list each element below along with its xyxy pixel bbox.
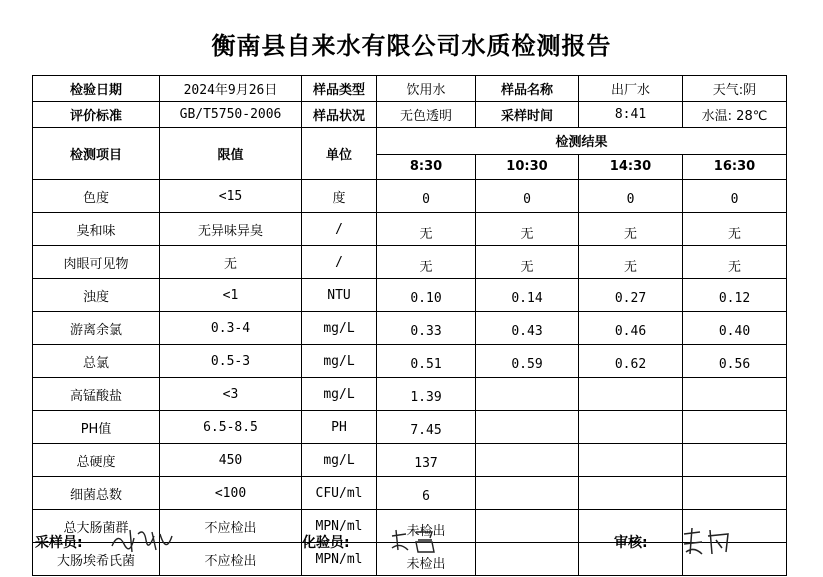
water-temp-value: 水温: 28℃	[683, 102, 787, 128]
limit-cell: <15	[160, 180, 302, 213]
unit-cell: PH	[302, 411, 377, 444]
sampler-signature	[108, 524, 178, 558]
result-cell: 0.62	[579, 345, 683, 378]
item-name-cell: 游离余氯	[33, 312, 160, 345]
item-name-cell: 大肠埃希氏菌	[33, 543, 160, 576]
result-cell	[683, 444, 787, 477]
limit-cell: 不应检出	[160, 543, 302, 576]
result-cell: 0.12	[683, 279, 787, 312]
item-name-cell: 总氯	[33, 345, 160, 378]
limit-cell: 0.5-3	[160, 345, 302, 378]
result-cell	[683, 411, 787, 444]
result-cell	[476, 444, 579, 477]
result-cell: 0	[579, 180, 683, 213]
item-header: 检测项目	[33, 128, 160, 180]
result-cell: 0.46	[579, 312, 683, 345]
sample-state-label: 样品状况	[302, 102, 377, 128]
item-name-cell: 高锰酸盐	[33, 378, 160, 411]
result-cell: 0.56	[683, 345, 787, 378]
limit-cell: <1	[160, 279, 302, 312]
item-name-cell: 臭和味	[33, 213, 160, 246]
sample-state-value: 无色透明	[377, 102, 476, 128]
sampling-time-value: 8:41	[579, 102, 683, 128]
result-cell: 7.45	[377, 411, 476, 444]
report-title: 衡南县自来水有限公司水质检测报告	[211, 32, 612, 60]
result-row	[33, 444, 787, 477]
result-cell: 0.33	[377, 312, 476, 345]
sample-type-label: 样品类型	[302, 76, 377, 102]
unit-cell: MPN/ml	[302, 543, 377, 576]
limit-cell: 450	[160, 444, 302, 477]
unit-cell: mg/L	[302, 312, 377, 345]
result-cell: 0	[377, 180, 476, 213]
result-row	[33, 180, 787, 213]
result-cell	[683, 477, 787, 510]
result-row	[33, 312, 787, 345]
tester-label: 化验员:	[302, 535, 350, 551]
result-row	[33, 213, 787, 246]
unit-cell: mg/L	[302, 444, 377, 477]
result-cell	[476, 411, 579, 444]
limit-cell: 0.3-4	[160, 312, 302, 345]
item-name-cell: 总硬度	[33, 444, 160, 477]
date-label: 检验日期	[33, 76, 160, 102]
result-cell	[476, 378, 579, 411]
results-body	[33, 180, 787, 576]
result-cell: 无	[579, 213, 683, 246]
unit-cell: /	[302, 246, 377, 279]
reviewer-signature	[680, 524, 740, 558]
standard-label: 评价标准	[33, 102, 160, 128]
sample-name-label: 样品名称	[476, 76, 579, 102]
result-cell: 0.51	[377, 345, 476, 378]
limit-cell: <3	[160, 378, 302, 411]
water-quality-table	[32, 75, 787, 576]
time-header: 8:30	[377, 154, 476, 180]
item-name-cell: 浊度	[33, 279, 160, 312]
result-cell: 无	[476, 246, 579, 279]
result-row	[33, 345, 787, 378]
limit-header: 限值	[160, 128, 302, 180]
time-header: 14:30	[579, 154, 683, 180]
result-row	[33, 246, 787, 279]
limit-cell: 无	[160, 246, 302, 279]
result-cell: 未检出	[377, 510, 476, 543]
info-row-2	[33, 102, 787, 128]
result-cell	[476, 510, 579, 543]
unit-cell: CFU/ml	[302, 477, 377, 510]
item-name-cell: 总大肠菌群	[33, 510, 160, 543]
date-value: 2024年9月26日	[160, 76, 302, 102]
result-cell: 0.40	[683, 312, 787, 345]
result-cell	[476, 543, 579, 576]
result-cell	[579, 444, 683, 477]
time-header: 10:30	[476, 154, 579, 180]
result-row	[33, 279, 787, 312]
result-cell: 无	[683, 213, 787, 246]
result-cell: 0.10	[377, 279, 476, 312]
result-cell: 137	[377, 444, 476, 477]
item-name-cell: 色度	[33, 180, 160, 213]
item-name-cell: 肉眼可见物	[33, 246, 160, 279]
result-cell: 无	[377, 213, 476, 246]
info-row-1	[33, 76, 787, 102]
result-cell: 6	[377, 477, 476, 510]
result-cell: 未检出	[377, 543, 476, 576]
results-header: 检测结果	[377, 128, 787, 155]
result-cell: 1.39	[377, 378, 476, 411]
unit-cell: mg/L	[302, 345, 377, 378]
result-cell	[476, 477, 579, 510]
unit-cell: NTU	[302, 279, 377, 312]
result-cell: 0.43	[476, 312, 579, 345]
result-cell: 无	[476, 213, 579, 246]
standard-value: GB/T5750-2006	[160, 102, 302, 128]
limit-cell: 不应检出	[160, 510, 302, 543]
result-cell: 0.27	[579, 279, 683, 312]
unit-cell: /	[302, 213, 377, 246]
header-row-1	[33, 128, 787, 155]
result-cell: 0	[476, 180, 579, 213]
reviewer-label: 审核:	[614, 535, 648, 551]
limit-cell: 无异味异臭	[160, 213, 302, 246]
item-name-cell: 细菌总数	[33, 477, 160, 510]
limit-cell: 6.5-8.5	[160, 411, 302, 444]
sampling-time-label: 采样时间	[476, 102, 579, 128]
result-cell	[579, 411, 683, 444]
result-cell: 无	[683, 246, 787, 279]
result-cell	[683, 378, 787, 411]
unit-cell: 度	[302, 180, 377, 213]
result-row	[33, 378, 787, 411]
limit-cell: <100	[160, 477, 302, 510]
weather-value: 天气:阴	[683, 76, 787, 102]
result-cell: 0.14	[476, 279, 579, 312]
result-cell: 0	[683, 180, 787, 213]
result-cell	[579, 477, 683, 510]
result-cell: 无	[579, 246, 683, 279]
unit-header: 单位	[302, 128, 377, 180]
item-name-cell: PH值	[33, 411, 160, 444]
result-cell	[579, 378, 683, 411]
unit-cell: mg/L	[302, 378, 377, 411]
sampler-label: 采样员:	[35, 535, 83, 551]
tester-signature	[388, 524, 448, 558]
sample-name-value: 出厂水	[579, 76, 683, 102]
time-header: 16:30	[683, 154, 787, 180]
result-row	[33, 477, 787, 510]
sample-type-value: 饮用水	[377, 76, 476, 102]
result-cell: 无	[377, 246, 476, 279]
unit-cell: MPN/ml	[302, 510, 377, 543]
result-cell: 0.59	[476, 345, 579, 378]
result-row	[33, 411, 787, 444]
